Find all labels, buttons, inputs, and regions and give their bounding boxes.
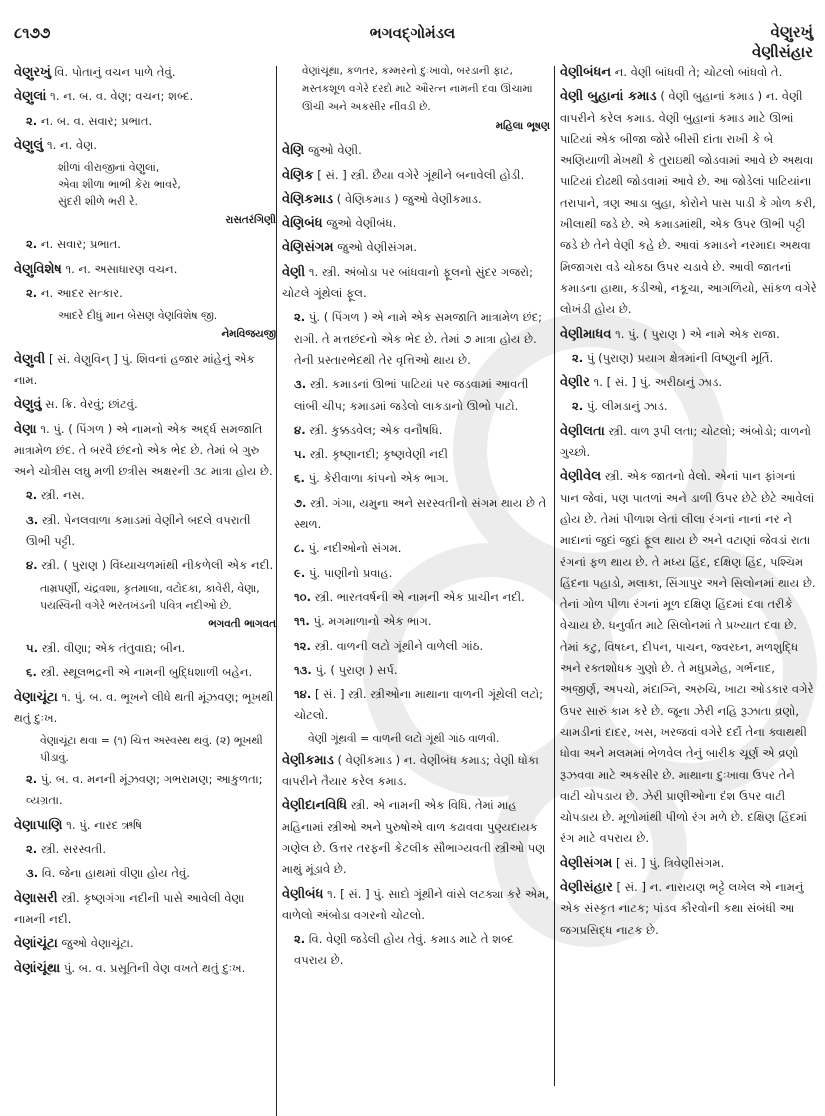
definition: ૧. પું. નારદ ઋષિ [66,817,143,832]
sense-entry [14,485,276,506]
sense-number: ૨. [294,310,306,325]
definition: સ્ત્રી. એક જાતનો વેલો. એનાં પાન ફાંગનાં પાન જેવાં, પણ પાતળાં અને ડાળી ઉપર છેટે છેટે આવેલાં હોય છે. તેમાં પીળાશ લેતાં લીલા રંગનાં નાનાં નર ને માદાનાં જુદાં જુદાં ફૂલ થાય છે અને વટાણાં જેવડાં રાતા રંગનાં ફળ થાય છે. તે મધ્ય હિંદ, દક્ષિણ હિંદ, પશ્ચિમ હિંદના પહાડો, મલાકા, સિંગાપુર અને સિલોનમાં થાય છે. તેનાં ગોળ પીળા રંગનાં મૂળ દક્ષિણ હિંદમાં દવા તરીકે વેચાય છે. ધનુર્વાત માટે સિલોનમાં તે પ્રખ્યાત દવા છે. તેમાં કટુ, વિષઘ્ન, દીપન, પાચન, જ્વરઘ્ન, મળશુદ્ધિ અને રક્તશોધક ગુણો છે. તે મધુપ્રમેહ, ગર્ભનાદ, અજીર્ણ, અપચો, મંદાગ્નિ, અરુચિ, ખાટા ઓડકાર વગેરે ઉપર સારું કામ કરે છે. જૂના ઝેરી નહિ રૂઝાતા વ્રણો, ચામડીનાં દાદર, ખસ, ખરજવાં વગેરે દર્દો તેના ક્વાથથી ધોવા અને મલમમાં ભેળવેલ તેનું બારીક ચૂર્ણ એ વ્રણો રૂઝવવા માટે અકસીર છે. માથાના દુઃખાવા ઉપર તેને વાટી ચોપડાય છે. ઝેરી પ્રાણીઓના દંશ ઉપર વાટી ચોપડાય છે. મૂળોમાંથી પીળો રંગ મળે છે. દક્ષિણ હિંદમાં રંગ માટે વપરાય છે. [560,469,816,846]
sense-number: ૮. [294,541,305,556]
citation-text: તામ્રપર્ણી, ચંદ્રવશા, કૃતમાલા, વટોદકા, કાવેરી, વેણા, પયસ્વિની વગેરે ભરતખંડની પવિત્ર નદીઓ છે. [40,581,260,612]
dictionary-entry [560,877,818,941]
citation-source: ભગવતી ભાગવત [208,617,276,630]
definition: જુઓ વેણીબંધ. [326,216,397,231]
citation-line: એવા શીળા ભાભી કેરા ભાવરે, [58,178,181,192]
guide-word-first: વેણુરખું [770,23,813,41]
headword: વેણાપાણિ [14,817,63,833]
headword: વેણુલું [14,137,44,153]
headword: વેણીદાનવિધિ [282,798,348,814]
definition: સ્ત્રી. કમાડનાં ઊભાં પાટિયાં પર જડવામાં આવતી લાંબી ચીપ; કમાડમાં જડેલો લાકડાનો ઊભો પાટો. [294,377,529,413]
citation-line: સુંદરી શીળે ભરી રે. [58,195,138,209]
definition: પું. બ. વ. પ્રસૂતિની વેણ વખતે થતું દુઃખ. [63,960,246,975]
sense-number: ૧૩. [294,662,312,677]
dictionary-entry [282,213,550,234]
headword: વેણુવું [14,397,42,413]
dictionary-entry [14,687,276,730]
dictionary-entry [282,237,550,258]
dictionary-entry [282,884,550,927]
citation [14,307,276,345]
citation [14,580,276,635]
definition: ૧. પું. ( પિંગળ ) એ નામનો એક અર્દ્ધ સમજાતિ માત્રામેળ છંદ. તે બરવૈ છંદનો એક ભેદ છે. તેમાં બે ગુરુ અને ચોત્રીસ લઘુ મળી છત્રીસ અક્ષરની ૩૮ માત્રા હોય છે. [14,421,273,479]
definition: [ સં. ] સ્ત્રી. સ્ત્રીઓના માથાના વાળની ગૂંથેલી લટો; ચોટલો. [294,687,544,723]
sense-number: ૬. [26,665,37,680]
book-title: ભગવદ્ગોમંડલ [369,24,456,42]
sense-entry [282,374,550,417]
definition: જુઓ વેણાચૂંટા. [61,936,134,951]
dictionary-entry [560,372,818,393]
headword: વેણુલાં [14,89,47,105]
definition: પું. ( પુરાણ ) સર્પ. [315,662,398,677]
sense-entry [14,839,276,860]
sense-entry [14,863,276,884]
citation-line: શીળાં વીરાજીનાં વેણુલાં, [58,161,160,175]
sense-entry [282,307,550,371]
dictionary-entry [14,888,276,931]
definition: [ સં. ] પું. ત્રિવેણીસંગમ. [616,855,725,870]
definition: ૧. ન. બ. વ. વેણ; વચન; શબ્દ. [50,89,194,104]
dictionary-entry [14,815,276,836]
dictionary-entry [14,135,276,156]
citation [282,62,550,137]
sense-entry [14,638,276,659]
definition: પું. કેરીવાળા કાંપનો એક ભાગ. [308,471,449,486]
headword: વેણિક [282,167,314,183]
headword: વેણાચૂંટા [14,689,58,705]
sense-number: ૧૨. [294,638,311,653]
sense-number: ૨. [26,113,38,128]
citation [14,159,276,231]
definition: પું. નદીઓનો સંગમ. [308,541,402,556]
sense-number: ૯. [294,565,306,580]
definition: સ્ત્રી. ભારતવર્ષની એ નામની એક પ્રાચીન નદી. [314,589,525,604]
sense-entry [282,563,550,584]
dictionary-entry [282,750,550,793]
definition: જુઓ વેણીસંગમ. [337,240,418,255]
headword: વેણીલતા [560,423,605,439]
definition: વિ. પોતાનું વચન પાળે તેવું. [54,65,176,79]
definition: સ. ક્રિ. વેરવું; છાંટવું. [45,397,138,412]
definition: [ સં. ] સ્ત્રી. છૈયા વગેરે ગૂંથીને બનાવેલી હોડી. [317,167,525,182]
definition: સ્ત્રી. ( પુરાણ ) વિંધ્યાચળમાંથી નીકળેલી એક નદી. [41,558,274,573]
sense-number: ૧૪. [294,687,312,702]
headword: વેણીબંધન [560,65,612,80]
citation-text: વેણી ગૂંથવી = વાળની લટો ગૂંથી ગાંઠ વાળવી. [308,731,500,745]
headword: વેણી બુહાનાં કમાડ [560,89,657,105]
definition: વિ. વેણી જડેલી હોય તેવું. કમાડ માટે તે શબ્દ વપરાય છે. [294,932,514,968]
headword: વેણિબંધ [282,216,323,232]
definition: પું (પુરાણ) પ્રયાગ ક્ષેત્રમાંની વિષ્ણુની મૂર્તિ. [586,350,774,365]
sense-number: ૪. [26,558,38,573]
citation-line: આદરે દીધું માન બેસણ વેણવિશેષ જી. [58,309,218,323]
definition: સ્ત્રી. વીણા; એક તંતુવાદ્ય; બીન. [41,640,186,655]
sense-entry [282,468,550,489]
dictionary-entry [560,86,818,320]
definition: ૧. ન. અસાધારણ વચન. [65,261,178,276]
sense-number: ૩. [26,866,39,881]
dictionary-column-1 [14,62,276,1088]
definition: સ્ત્રી. કુક્કડવેલ; એક વનૌષધિ. [309,422,443,437]
sense-entry [282,929,550,972]
headword: વેણીકમાડ [282,752,334,768]
definition: ૧. પું. ( પુરાણ ) એ નામે એક રાજા. [615,326,780,341]
definition: સ્ત્રી. વાળ રૂપી લતા; ચોટલો; અંબોડો; વાળનો ગુચ્છો. [560,423,812,460]
definition: સ્ત્રી. નસ. [40,488,85,503]
sense-entry [282,684,550,727]
definition: પું. લીમડાનું ઝાડ. [586,399,668,414]
definition: સ્ત્રી. સરસ્વતી. [40,842,107,857]
headword: વેણીમાધવ [560,326,612,342]
definition: [ સં. વેણુવિન્ ] પું. શિવનાં હજાર માંહેનું એક નામ. [14,351,255,387]
definition: ન. સવાર; પ્રભાત. [40,237,121,252]
sense-number: ૭. [294,495,307,510]
sense-number: ૬. [294,471,305,486]
definition: ૧. સ્ત્રી. અંબોડા પર બાંધવાનો ફૂલનો સુંદર ગજરો; ચોટલે ગૂંથેલાં ફૂલ. [282,264,533,301]
dictionary-entry [560,466,818,849]
definition: પું. બ. વ. મનની મૂંઝવણ; ગભરામણ; આકુળતા; વ્યગ્રતા. [26,772,263,808]
sense-number: ૧૧. [294,614,310,629]
column-divider [276,66,277,1116]
dictionary-entry [560,62,818,83]
dictionary-entry [14,958,276,979]
definition: સ્ત્રી. પેનલવાળા કમાડમાં વેણીને બદલે વપરાતી ઊભી પટ્ટી. [26,512,251,549]
sense-number: ૨. [26,488,38,503]
dictionary-entry [282,189,550,210]
dictionary-entry [14,62,276,83]
headword: વેણાંચૂંથા [14,960,61,976]
citation [282,730,550,747]
dictionary-entry [14,86,276,107]
sense-entry [282,636,550,657]
citation-text: વેણાંચૂંથા, કળતર, કમ્મરનો દુઃખાવો, બરડાની ફાટ, મસ્તકશૂળ વગેરે દરદો માટે ઔરત્ન નામની દવા ઊંચામાં ઊંચી અને અકસીર નીવડી છે. [302,65,533,113]
sense-number: ૫. [26,640,39,655]
dictionary-entry [282,262,550,305]
page-number: ૮૧૭૭ [14,24,51,42]
headword: વેણુવી [14,351,46,367]
dictionary-column-3 [560,62,818,1088]
definition: [ સં. ] ન. નારાયણ ભટ્ટે લખેલ એ નામનું એક સંસ્કૃત નાટક; પાંડવ કૌરવોની કથા સંબંધી આ જગપ્રસિદ્ધ નાટક છે. [560,879,804,937]
definition: સ્ત્રી. એ નામની એક વિધિ. તેમાં માહ મહિનામાં સ્ત્રીઓ અને પુરુષોએ વાળ કઢાવવા પુણ્યદાયક ગણેલ છે. ઉત્તર તરફની કેટલીક સૌભાગ્યવતી સ્ત્રીઓ પણ માથું મૂંડાવે છે. [282,798,546,877]
sense-entry [14,111,276,132]
sense-number: ૨. [572,350,584,365]
sense-entry [560,348,818,369]
definition: સ્ત્રી. ગંગા, યમુના અને સરસ્વતીનો સંગમ થાય છે તે સ્થળ. [294,495,547,532]
dictionary-entry [14,419,276,483]
definition: ન. આદર સત્કાર. [40,286,123,301]
headword: વેણુરખું [14,65,51,80]
sense-number: ૧૦. [294,589,312,604]
sense-number: ૩. [294,377,307,392]
page-header [0,0,825,64]
definition: ( વેણીકમાડ ) ન. વેણીબંધ કમાડ; વેણી ધોકા વાપરીને તૈયાર કરેલ કમાડ. [282,752,539,789]
sense-number: ૩. [26,512,39,527]
dictionary-entry [560,324,818,345]
sense-entry [14,662,276,683]
dictionary-entry [14,394,276,415]
headword: વેણિ [282,143,305,159]
dictionary-entry [14,259,276,280]
sense-entry [14,510,276,553]
sense-entry [14,769,276,812]
headword: વેણુવિશેષ [14,261,62,277]
sense-entry [282,420,550,441]
sense-entry [282,587,550,608]
citation-source: નેમવિજયજી [221,328,276,341]
dictionary-entry [560,853,818,874]
definition: ૧. ન. વેણ. [46,137,98,152]
sense-number: ૨. [26,842,38,857]
definition: ન. વેણી બાંધવી તે; ચોટલો બાંધવો તે. [614,65,783,79]
column-divider [554,66,555,1086]
sense-number: ૨. [26,286,38,301]
headword: વેણીસંહાર [560,879,613,895]
definition: ૧. પું. બ. વ. ભૂખને લીધે થતી મૂંઝવણ; ભૂખથી થતું દુઃખ. [14,689,274,725]
sense-number: ૨. [26,772,38,787]
definition: પું. ( પિંગળ ) એ નામે એક સમજાતિ માત્રામેળ છંદ; રાગી. તે મત્તછંદનો એક ભેદ છે. તેમાં ૭ માત્રા હોય છે. તેની પ્રસ્તારભેદથી તેર વૃત્તિઓ થાય છે. [294,310,543,367]
definition: વિ. જેના હાથમાં વીણા હોય તેવું. [41,866,190,881]
headword: વેણાંચૂંટા [14,936,58,952]
definition: જુઓ વેણી. [308,143,362,158]
headword: વેણીબંધ [282,886,324,902]
sense-number: ૨. [294,932,306,947]
definition: સ્ત્રી. વાળની લટો ગૂંથીને વાળેલી ગાંઠ. [314,638,484,653]
headword: વેણાસરી [14,890,58,906]
citation [14,732,276,766]
sense-number: ૨. [572,399,584,414]
headword: વેણિકમાડ [282,191,334,207]
headword: વેણી [282,264,306,280]
definition: પું. મગમાળાનો એક ભાગ. [313,614,432,629]
definition: ૧. [ સં. ] પું. સાદો ગૂંથીને વાંસે લટક્યા કરે એમ, વાળેલો અંબોડા વગરનો ચોટલો. [282,886,550,922]
definition: ( વેણી બુહાનાં કમાડ ) ન. વેણી વાપરીને કરેલ કમાડ. વેણી બુહાનાં કમાડ માટે ઊભાં પાટિયાં એક બીજા જોરે બીસી દાંતા રાખી કે બે અણિયાળી મેખથી કે તુરાઇથી જોડવામાં આવે છે અથવા પાટિયાં દોઢથી જોડવામાં આવે છે. આ જોડેલાં પાટિયાંના તરાપાને, ત્રણ આડા બુહા, કોરોને પાસ પાડી કે ગોળ કરી, ખીલાથી જડે છે. એ કમાડમાંથી, એક ઉપર ઊભી પટ્ટી જડે છે તેને વેણી કહે છે. આવાં કમાડને નરમાદા અથવા મિજાગરા વડે ચોકઠા ઉપર ચડાવે છે. આવી જાતનાં કમાડના હાથા, કડીઓ, નકૂચા, આગળિયો, સાંકળ વગેરે લોખંડી હોય છે. [560,89,817,317]
dictionary-entry [282,165,550,186]
sense-entry [560,396,818,417]
dictionary-column-2 [282,62,550,1088]
dictionary-entry [14,933,276,954]
sense-entry [14,234,276,255]
definition: ૧. [ સં. ] પું. અરીઠાનું ઝાડ. [593,375,723,390]
sense-number: ૨. [26,237,38,252]
sense-entry [282,493,550,536]
definition: સ્ત્રી. સ્થૂલભદ્રની એ નામની બુદ્ધિશાળી બહેન. [40,665,253,680]
dictionary-entry [282,140,550,161]
sense-entry [282,444,550,465]
citation-source: રાસતરંગિણી [225,214,276,227]
citation-source: મહિલા ભૂષણ [495,120,550,132]
headword: વેણિસંગમ [282,240,334,256]
guide-word-last: વેણીસંહાર [752,43,813,61]
dictionary-entry [560,421,818,464]
definition: ન. બ. વ. સવાર; પ્રભાત. [40,113,153,128]
citation-text: વેણાચૂંટા થવા = (૧) ચિત્ત અસ્વસ્થ થવું. (૨) ભૂખથી પીડાવું. [40,734,263,765]
sense-number: ૪. [294,422,306,437]
definition: પું. પાણીનો પ્રવાહ. [308,565,393,580]
guide-words [752,22,813,62]
headword: વેણીર [560,375,590,391]
dictionary-entry [282,795,550,880]
headword: વેણીસંગમ [560,855,613,871]
definition: સ્ત્રી. કૃષ્ણાનદી; કૃષ્ણવેણી નદી [309,447,448,462]
sense-entry [14,555,276,576]
sense-entry [14,283,276,304]
headword: વેણીવેલ [560,469,602,485]
headword: વેણા [14,421,37,437]
sense-number: ૫. [294,447,307,462]
sense-entry [282,611,550,632]
definition: સ્ત્રી. કૃષ્ણગંગા નદીની પાસે આવેલી વેણા નામની નદી. [14,890,245,926]
dictionary-entry [14,349,276,392]
sense-entry [282,538,550,559]
definition: ( વેણિકમાડ ) જુઓ વેણીકમાડ. [336,191,482,206]
sense-entry [282,660,550,681]
